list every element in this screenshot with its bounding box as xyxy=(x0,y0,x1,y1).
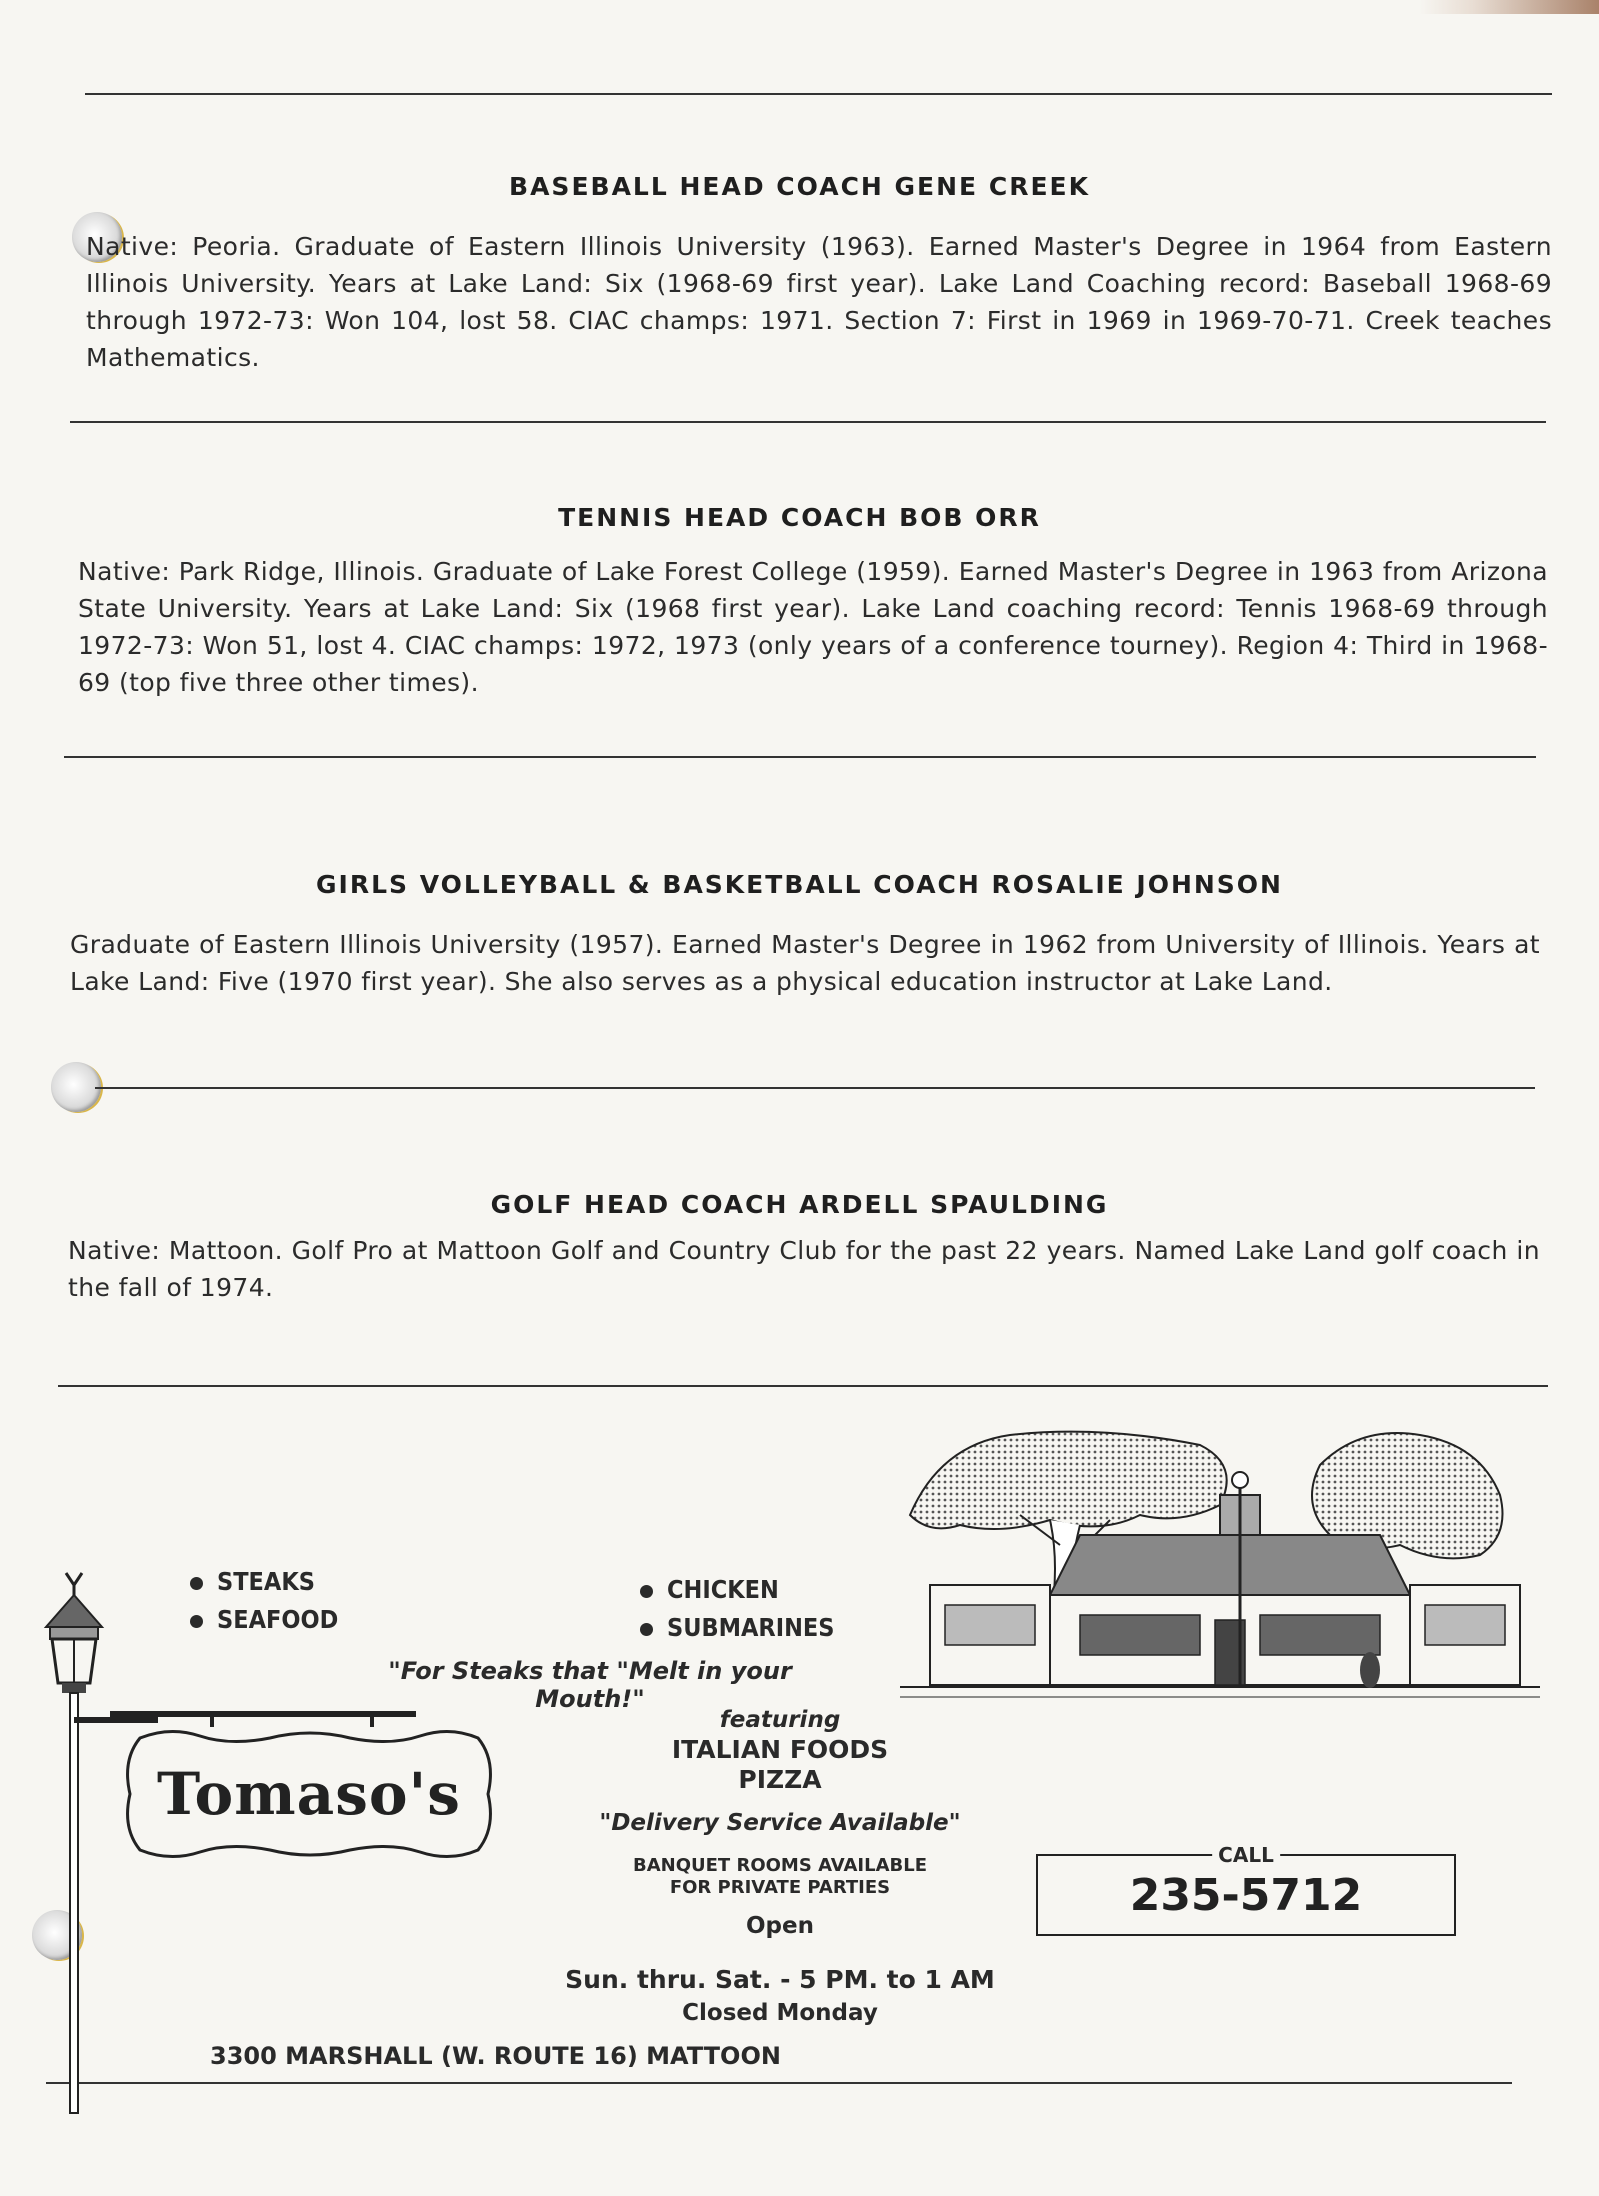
section-title-baseball: BASEBALL HEAD COACH GENE CREEK xyxy=(509,172,1090,201)
menu-item-submarines: SUBMARINES xyxy=(640,1613,834,1642)
tomasos-advertisement xyxy=(0,1395,1599,2125)
phone-number: 235-5712 xyxy=(1129,1870,1363,1921)
address-label: 3300 MARSHALL (W. ROUTE 16) MATTOON xyxy=(210,2042,781,2070)
menu-item-chicken: CHICKEN xyxy=(640,1575,779,1604)
page-edge xyxy=(1419,0,1599,14)
restaurant-building-illustration xyxy=(900,1425,1540,1755)
divider-rule xyxy=(70,421,1546,423)
banquet-line-2: FOR PRIVATE PARTIES xyxy=(669,1877,891,1898)
italian-foods-label: ITALIAN FOODS xyxy=(671,1735,889,1764)
section-body-baseball: Native: Peoria. Graduate of Eastern Illinois University (1963). Earned Master's Degree in 1964 from Eastern Illinois University. Years at Lake Land: Six (1968-69 first year). Lake Land Coaching record: Baseball 1968-69 through 1972-73: Won 104, lost 58. CIAC champs: 1971. Section 7: First in 1969 in 1969-70-71. Creek teaches Mathematics. xyxy=(86,232,1552,372)
bullet-icon xyxy=(640,1585,653,1598)
menu-item-seafood: SEAFOOD xyxy=(190,1605,338,1634)
divider-rule xyxy=(64,756,1536,758)
restaurant-sign xyxy=(110,1720,508,1868)
section-body-golf: Native: Mattoon. Golf Pro at Mattoon Golf and Country Club for the past 22 years. Named Lake Land golf coach in the fall of 1974. xyxy=(68,1236,1540,1302)
delivery-label: "Delivery Service Available" xyxy=(599,1810,961,1836)
open-label: Open xyxy=(746,1913,814,1939)
section-body-volleyball: Graduate of Eastern Illinois University (1957). Earned Master's Degree in 1962 from University of Illinois. Years at Lake Land: Five (1970 first year). She also serves as a physical education instructor at Lake Land. xyxy=(70,930,1540,996)
binder-hole-middle xyxy=(51,1062,101,1112)
pizza-label: PIZZA xyxy=(738,1765,822,1794)
section-title-tennis: TENNIS HEAD COACH BOB ORR xyxy=(558,503,1041,532)
call-label: CALL xyxy=(1212,1843,1280,1867)
section-body-tennis: Native: Park Ridge, Illinois. Graduate of Lake Forest College (1959). Earned Master's Degree in 1963 from Arizona State University. Years at Lake Land: Six (1968 first year). Lake Land coaching record: Tennis 1968-69 through 1972-73: Won 51, lost 4. CIAC champs: 1972, 1973 (only years of a conference tourney). Region 4: Third in 1968-69 (top five three other times). xyxy=(78,557,1548,697)
bullet-icon xyxy=(640,1623,653,1636)
divider-rule xyxy=(95,1087,1535,1089)
bullet-icon xyxy=(190,1615,203,1628)
banquet-line-1: BANQUET ROOMS AVAILABLE xyxy=(632,1855,927,1876)
section-title-volleyball: GIRLS VOLLEYBALL & BASKETBALL COACH ROSALIE JOHNSON xyxy=(316,870,1283,899)
closed-label: Closed Monday xyxy=(682,2000,878,2026)
hours-label: Sun. thru. Sat. - 5 PM. to 1 AM xyxy=(565,1965,995,1994)
divider-rule xyxy=(58,1385,1548,1387)
section-title-golf: GOLF HEAD COACH ARDELL SPAULDING xyxy=(490,1190,1109,1219)
restaurant-name: Tomaso's xyxy=(157,1760,461,1828)
bullet-icon xyxy=(190,1577,203,1590)
divider-rule xyxy=(85,93,1552,95)
menu-item-steaks: STEAKS xyxy=(190,1567,315,1596)
featuring-label: featuring xyxy=(719,1707,841,1733)
phone-box xyxy=(1036,1843,1456,1936)
slogan: "For Steaks that "Melt in your Mouth!" xyxy=(388,1657,792,1713)
